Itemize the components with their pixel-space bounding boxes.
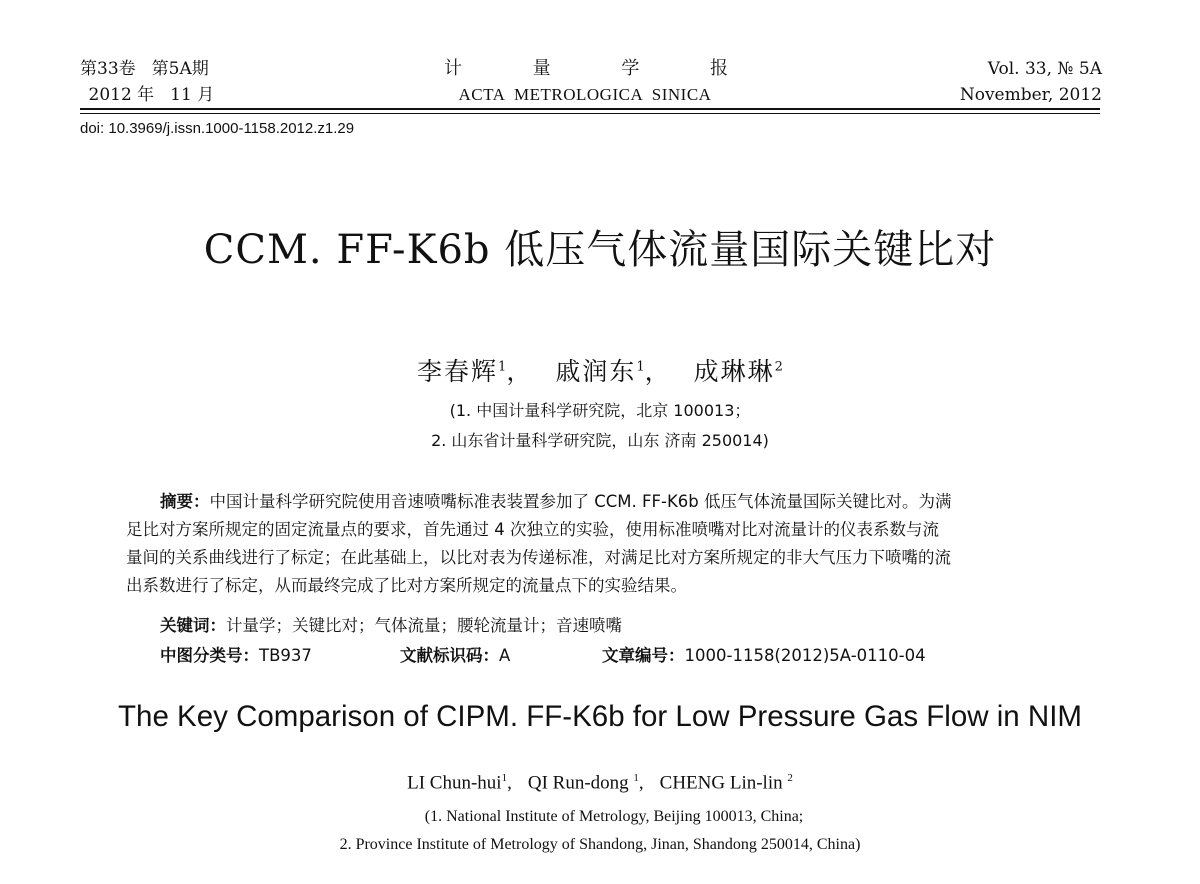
- article-number-label: 文章编号：: [602, 646, 685, 665]
- issue-cn: 第5A期: [151, 59, 209, 79]
- header-rule-thin: [80, 113, 1100, 114]
- article-number: [602, 642, 926, 666]
- date-cn-row: [80, 82, 214, 108]
- author-name: 成琳琳: [693, 357, 775, 386]
- english-title: The Key Comparison of CIPM. FF-K6b for Low Pressure Gas Flow in NIM: [118, 700, 1082, 733]
- header-rule-thick: [80, 108, 1100, 110]
- journal-name-cn: [420, 56, 750, 82]
- author-name: 戚润东: [555, 357, 637, 386]
- journal-char: 量: [532, 58, 551, 79]
- author-affiliation-mark: 2: [774, 359, 783, 375]
- issue-info: [80, 56, 214, 108]
- volume-issue-row: [80, 56, 214, 82]
- journal-name-en: ACTA METROLOGICA SINICA: [458, 85, 712, 104]
- journal-char: 计: [444, 58, 462, 79]
- abstract-text: 中国计量科学研究院使用音速喷嘴标准表装置参加了 CCM. FF-K6b 低压气体流量国际关键比对。为满: [209, 492, 952, 511]
- affiliation-en-1: (1. National Institute of Metrology, Beijing 100013, China;: [424, 808, 804, 825]
- authors-en: [0, 772, 1200, 794]
- journal-char: 报: [709, 58, 728, 79]
- affiliation-en-2: 2. Province Institute of Metrology of Shandong, Jinan, Shandong 250014, China): [339, 836, 861, 853]
- keywords-text: 计量学；关键比对；气体流量；腰轮流量计；音速喷嘴: [226, 616, 622, 635]
- keywords-label: 关键词：: [160, 616, 226, 635]
- author-name: CHENG Lin-lin: [659, 772, 783, 794]
- doi: doi: 10.3969/j.issn.1000-1158.2012.z1.29: [80, 120, 355, 137]
- volume-cn: 第33卷: [80, 59, 136, 79]
- author-separator: ,: [638, 772, 644, 794]
- journal-char: 学: [621, 58, 640, 79]
- clc-number: [160, 642, 312, 666]
- author-name: 李春辉: [417, 357, 499, 386]
- issue-info-en: [960, 56, 1102, 108]
- author-separator: ，: [506, 357, 534, 386]
- keywords: [160, 612, 622, 636]
- author-affiliation-mark: 1: [498, 359, 507, 375]
- author-name: LI Chun-hui: [407, 772, 502, 794]
- abstract-line: 量间的关系曲线进行了标定；在此基础上，以比对表为传递标准，对满足比对方案所规定的非大气压力下喷嘴的流: [126, 548, 951, 567]
- author-name: QI Run-dong: [527, 772, 629, 794]
- article-number-value: 1000-1158(2012)5A-0110-04: [684, 646, 926, 665]
- affiliation-cn-1: (1. 中国计量科学研究院，北京 100013；: [449, 401, 751, 420]
- clc-label: 中图分类号：: [160, 646, 259, 665]
- author-separator: ,: [507, 772, 512, 794]
- volume-en: Vol. 33, № 5A: [987, 59, 1102, 79]
- clc-value: TB937: [259, 646, 312, 665]
- author-affiliation-mark: 1: [633, 772, 639, 784]
- document-code-value: A: [499, 646, 511, 665]
- abstract-line: [126, 488, 1074, 516]
- authors-cn: [0, 352, 1200, 388]
- affiliation-cn-2: 2. 山东省计量科学研究院，山东 济南 250014): [431, 431, 769, 450]
- journal-name: [420, 56, 750, 108]
- date-cn-year: 2012 年: [88, 85, 155, 105]
- author-affiliation-mark: 2: [787, 772, 793, 784]
- document-code: [400, 642, 510, 666]
- date-en: November, 2012: [959, 85, 1102, 105]
- date-cn-month: 11 月: [170, 85, 215, 105]
- document-code-label: 文献标识码：: [400, 646, 499, 665]
- abstract-line: 出系数进行了标定，从而最终完成了比对方案所规定的流量点下的实验结果。: [126, 576, 687, 595]
- author-separator: ，: [644, 357, 672, 386]
- abstract: [126, 488, 1074, 600]
- author-affiliation-mark: 1: [501, 772, 508, 784]
- author-affiliation-mark: 1: [636, 359, 645, 375]
- page-title: CCM. FF-K6b 低压气体流量国际关键比对: [203, 227, 997, 273]
- abstract-line: 足比对方案所规定的固定流量点的要求，首先通过 4 次独立的实验，使用标准喷嘴对比对流量计的仪表系数与流: [126, 520, 939, 539]
- abstract-label: 摘要：: [160, 492, 210, 511]
